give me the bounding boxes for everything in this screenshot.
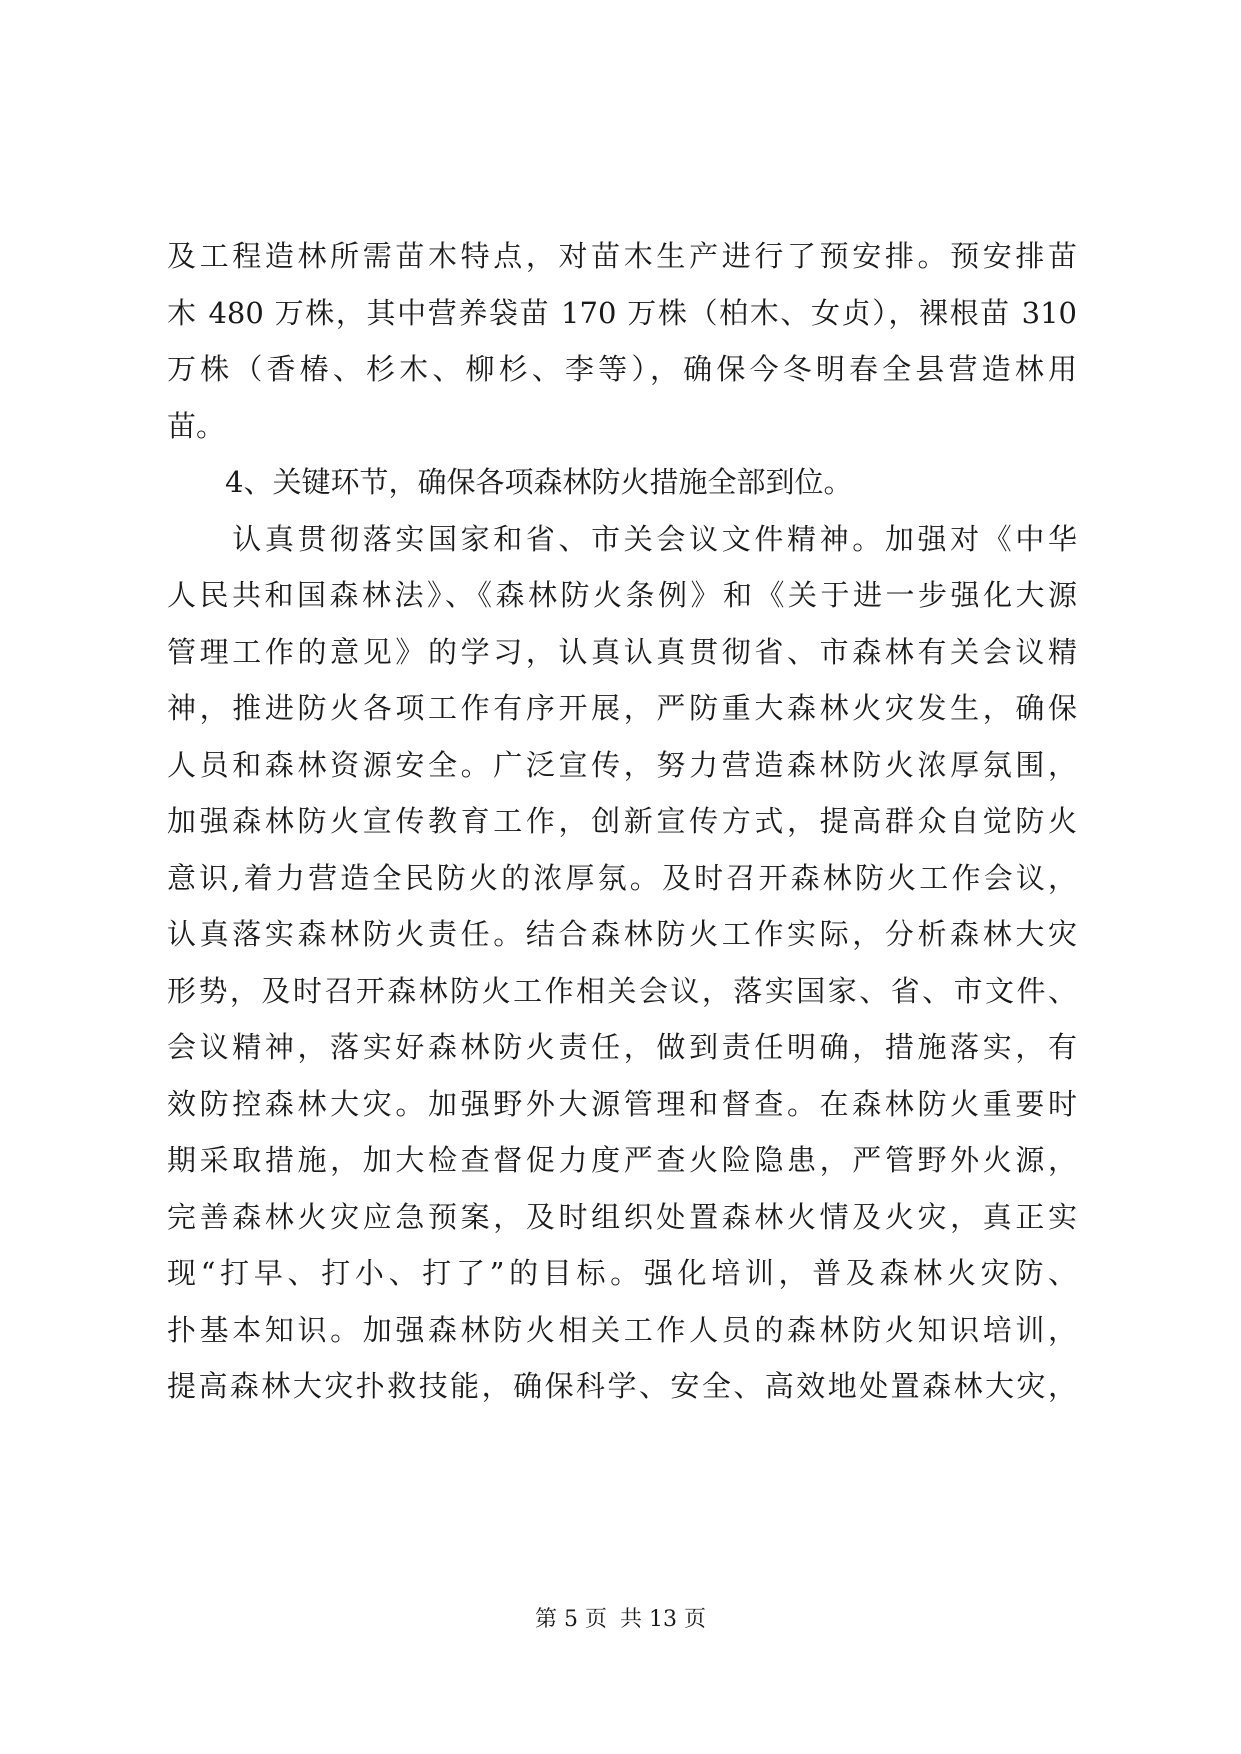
page-number: 第 5 页	[535, 1607, 607, 1632]
text-line: 及工程造林所需苗木特点，对苗木生产进行了预安排。预安排苗	[167, 239, 1077, 273]
page-total: 共 13 页	[620, 1607, 706, 1632]
text-line: 人员和森林资源安全。广泛宣传，努力营造森林防火浓厚氛围，	[167, 747, 1077, 782]
page-footer	[0, 1605, 1241, 1635]
text-line: 期采取措施，加大检查督促力度严查火险隐患，严管野外火源，	[167, 1143, 1077, 1177]
text-line: 认真贯彻落实国家和省、市关会议文件精神。加强对《中华	[167, 521, 1077, 556]
text-line: 效防控森林大灾。加强野外大源管理和督查。在森林防火重要时	[167, 1086, 1077, 1121]
text-line: 管理工作的意见》的学习，认真认真贯彻省、市森林有关会议精	[167, 634, 1077, 669]
text-line: 苗。	[167, 408, 226, 443]
text-line: 形势，及时召开森林防火工作相关会议，落实国家、省、市文件、	[167, 973, 1077, 1008]
text-line: 意识,着力营造全民防火的浓厚氛。及时召开森林防火工作会议，	[167, 860, 1077, 895]
text-line: 扑基本知识。加强森林防火相关工作人员的森林防火知识培训，	[167, 1312, 1077, 1347]
text-line: 4、关键环节，确保各项森林防火措施全部到位。	[167, 465, 853, 499]
body-text	[167, 228, 1077, 1415]
text-line: 认真落实森林防火责任。结合森林防火工作实际，分析森林大灾	[167, 917, 1077, 951]
text-line: 人民共和国森林法》、《森林防火条例》和《关于进一步强化大源	[167, 578, 1077, 612]
text-line: 会议精神，落实好森林防火责任，做到责任明确，措施落实，有	[167, 1030, 1077, 1064]
text-line: 完善森林火灾应急预案，及时组织处置森林火情及火灾，真正实	[167, 1199, 1077, 1234]
text-line: 现“打早、打小、打了”的目标。强化培训，普及森林火灾防、	[167, 1256, 1077, 1290]
text-line: 木 480 万株，其中营养袋苗 170 万株（柏木、女贞），裸根苗 310	[167, 295, 1077, 330]
text-line: 神，推进防火各项工作有序开展，严防重大森林火灾发生，确保	[167, 691, 1077, 725]
text-line: 加强森林防火宣传教育工作，创新宣传方式，提高群众自觉防火	[167, 804, 1077, 838]
text-line: 提高森林大灾扑救技能，确保科学、安全、高效地处置森林大灾，	[167, 1369, 1077, 1403]
text-line: 万株（香椿、杉木、柳杉、李等），确保今冬明春全县营造林用	[167, 352, 1077, 386]
